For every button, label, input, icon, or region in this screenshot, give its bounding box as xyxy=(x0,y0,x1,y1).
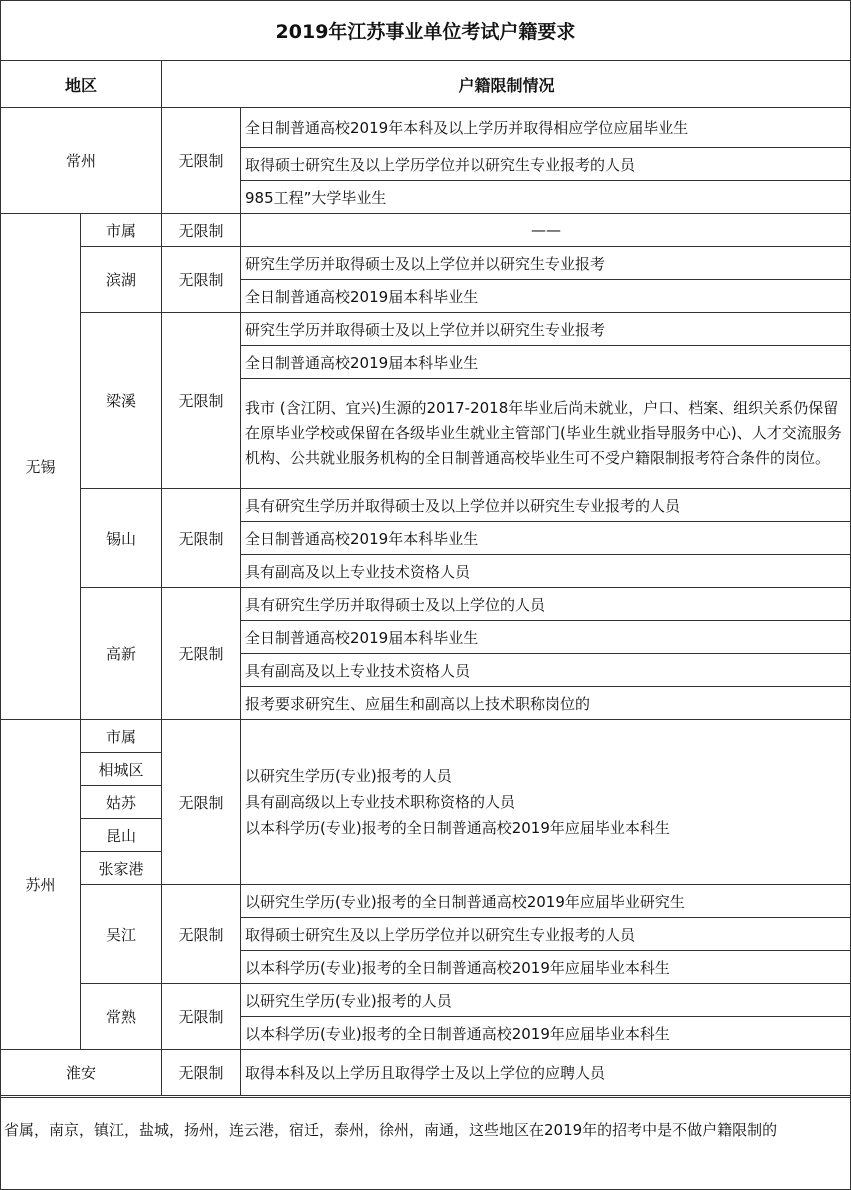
limit-label: 无限制 xyxy=(162,247,241,313)
region-huaian: 淮安 xyxy=(1,1050,162,1096)
requirement-item: 以本科学历(专业)报考的全日制普通高校2019年应届毕业本科生 xyxy=(245,819,670,837)
requirement-paragraph: 我市 (含江阴、宜兴)生源的2017-2018年毕业后尚未就业，户口、档案、组织关系仍保留在原毕业学校或保留在各级毕业生就业主管部门(毕业生就业指导服务中心)、人才交流服务机构、公共就业服务机构的全日制普通高校毕业生可不受户籍限制报考符合条件的岗位。 xyxy=(241,379,851,489)
requirement-item: 985工程”大学毕业生 xyxy=(241,181,851,214)
requirement-item: —— xyxy=(241,214,851,247)
district-name: 常熟 xyxy=(81,984,162,1050)
requirement-list xyxy=(241,720,851,885)
requirement-item: 具有副高及以上专业技术资格人员 xyxy=(241,555,851,588)
limit-label: 无限制 xyxy=(162,720,241,885)
footer-note: 省属，南京，镇江，盐城，扬州，连云港，宿迁，泰州，徐州，南通，这些地区在2019年的招考中是不做户籍限制的 xyxy=(4,1121,778,1139)
limit-label: 无限制 xyxy=(162,108,241,214)
divider xyxy=(0,1097,851,1098)
requirement-item: 具有研究生学历并取得硕士及以上学位的人员 xyxy=(241,588,851,621)
requirement-item: 以本科学历(专业)报考的全日制普通高校2019年应届毕业本科生 xyxy=(241,951,851,984)
district-name: 梁溪 xyxy=(81,313,162,489)
requirement-item: 以研究生学历(专业)报考的人员 xyxy=(245,767,452,785)
requirement-item: 具有副高级以上专业技术职称资格的人员 xyxy=(245,793,516,811)
district-name: 吴江 xyxy=(81,885,162,984)
requirement-item: 研究生学历并取得硕士及以上学位并以研究生专业报考 xyxy=(241,247,851,280)
limit-label: 无限制 xyxy=(162,214,241,247)
limit-label: 无限制 xyxy=(162,984,241,1050)
table-row xyxy=(1,885,851,918)
district-name: 锡山 xyxy=(81,489,162,588)
requirement-item: 全日制普通高校2019年本科毕业生 xyxy=(241,522,851,555)
header-region: 地区 xyxy=(1,61,162,108)
header-row xyxy=(1,61,851,108)
requirement-item: 以研究生学历(专业)报考的全日制普通高校2019年应届毕业研究生 xyxy=(241,885,851,918)
district-name: 高新 xyxy=(81,588,162,720)
table-row xyxy=(1,1050,851,1096)
requirement-item: 取得本科及以上学历且取得学士及以上学位的应聘人员 xyxy=(241,1050,851,1096)
region-suzhou: 苏州 xyxy=(1,720,81,1050)
region-wuxi: 无锡 xyxy=(1,214,81,720)
requirement-item: 取得硕士研究生及以上学历学位并以研究生专业报考的人员 xyxy=(241,148,851,181)
table-row xyxy=(1,247,851,280)
district-name: 滨湖 xyxy=(81,247,162,313)
requirement-item: 具有研究生学历并取得硕士及以上学位并以研究生专业报考的人员 xyxy=(241,489,851,522)
district-name: 市属 xyxy=(81,214,162,247)
limit-label: 无限制 xyxy=(162,588,241,720)
table-row xyxy=(1,313,851,346)
requirements-table xyxy=(0,60,851,1096)
district-name: 市属 xyxy=(81,720,162,753)
district-name: 张家港 xyxy=(81,852,162,885)
requirement-item: 取得硕士研究生及以上学历学位并以研究生专业报考的人员 xyxy=(241,918,851,951)
requirement-item: 研究生学历并取得硕士及以上学位并以研究生专业报考 xyxy=(241,313,851,346)
limit-label: 无限制 xyxy=(162,489,241,588)
requirement-item: 全日制普通高校2019届本科毕业生 xyxy=(241,280,851,313)
table-row xyxy=(1,214,851,247)
requirement-item: 全日制普通高校2019届本科毕业生 xyxy=(241,621,851,654)
limit-label: 无限制 xyxy=(162,1050,241,1096)
header-details: 户籍限制情况 xyxy=(162,61,851,108)
district-name: 相城区 xyxy=(81,753,162,786)
requirement-item: 具有副高及以上专业技术资格人员 xyxy=(241,654,851,687)
requirement-item: 全日制普通高校2019届本科毕业生 xyxy=(241,346,851,379)
table-row xyxy=(1,489,851,522)
table-row xyxy=(1,108,851,148)
region-changzhou: 常州 xyxy=(1,108,162,214)
limit-label: 无限制 xyxy=(162,313,241,489)
requirement-item: 以本科学历(专业)报考的全日制普通高校2019年应届毕业本科生 xyxy=(241,1017,851,1050)
district-name: 昆山 xyxy=(81,819,162,852)
district-name: 姑苏 xyxy=(81,786,162,819)
requirement-item: 以研究生学历(专业)报考的人员 xyxy=(241,984,851,1017)
limit-label: 无限制 xyxy=(162,885,241,984)
requirement-item: 全日制普通高校2019年本科及以上学历并取得相应学位应届毕业生 xyxy=(241,108,851,148)
table-row xyxy=(1,984,851,1017)
table-row xyxy=(1,720,851,753)
page-title: 2019年江苏事业单位考试户籍要求 xyxy=(275,20,576,43)
requirement-item: 报考要求研究生、应届生和副高以上技术职称岗位的 xyxy=(241,687,851,720)
table-row xyxy=(1,588,851,621)
